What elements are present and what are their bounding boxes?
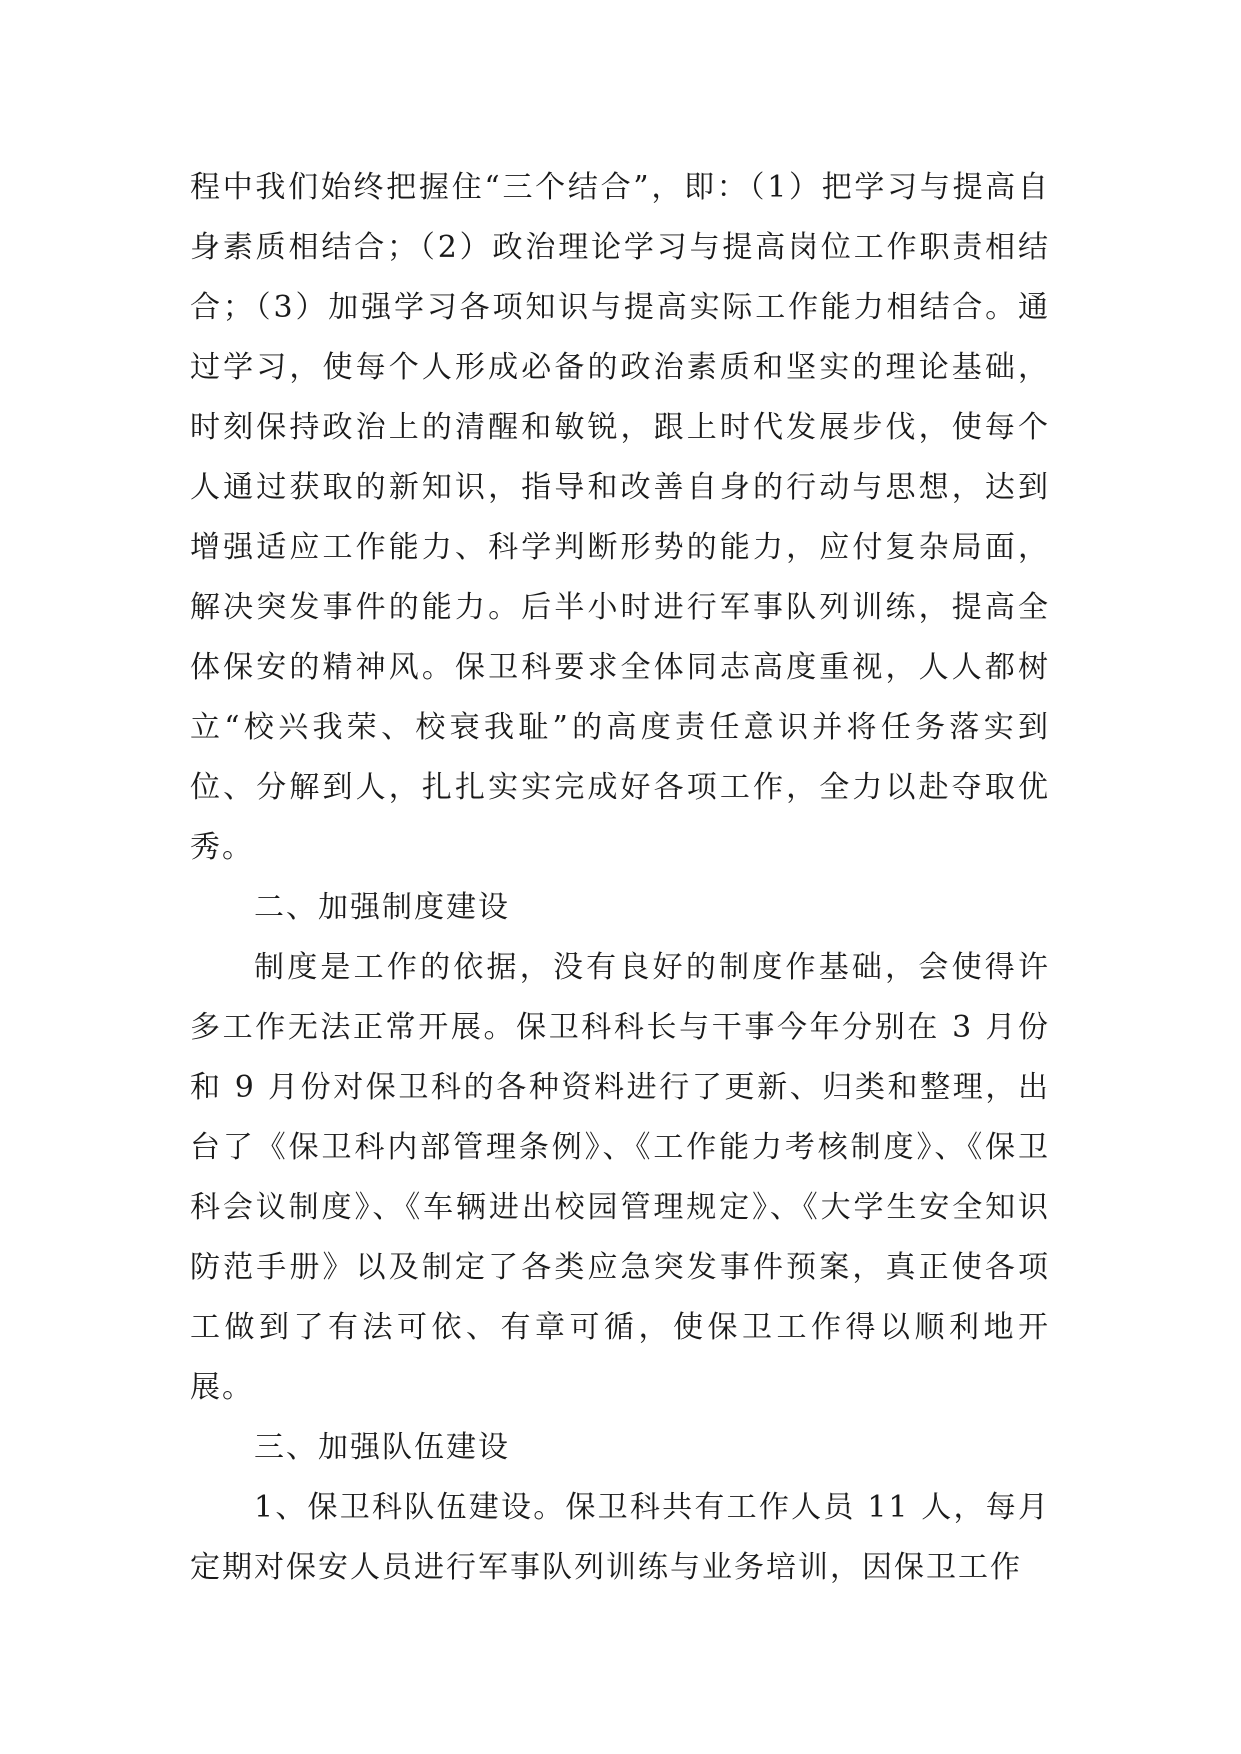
document-body bbox=[190, 158, 1050, 1598]
section-heading-team-building: 三、加强队伍建设 bbox=[254, 1430, 510, 1465]
paragraph-system-building: 制度是工作的依据，没有良好的制度作基础，会使得许多工作无法正常开展。保卫科科长与干事今年分别在 3 月份和 9 月份对保卫科的各种资料进行了更新、归类和整理，出台了《保卫科内部管理条例》、《工作能力考核制度》、《保卫科会议制度》、《车辆进出校园管理规定》、《大学生安全知识防范手册》以及制定了各类应急突发事件预案，真正使各项工做到了有法可依、有章可循，使保卫工作得以顺利地开展。 bbox=[190, 950, 1050, 1405]
section-heading-system-building: 二、加强制度建设 bbox=[254, 890, 510, 925]
paragraph-team-building: 1、保卫科队伍建设。保卫科共有工作人员 11 人，每月定期对保安人员进行军事队列训练与业务培训，因保卫工作 bbox=[190, 1490, 1050, 1585]
paragraph-three-combinations: 程中我们始终把握住“三个结合”，即：（1）把学习与提高自身素质相结合；（2）政治理论学习与提高岗位工作职责相结合；（3）加强学习各项知识与提高实际工作能力相结合。通过学习，使每个人形成必备的政治素质和坚实的理论基础，时刻保持政治上的清醒和敏锐，跟上时代发展步伐，使每个人通过获取的新知识，指导和改善自身的行动与思想，达到增强适应工作能力、科学判断形势的能力，应付复杂局面，解决突发事件的能力。后半小时进行军事队列训练，提高全体保安的精神风。保卫科要求全体同志高度重视，人人都树立“校兴我荣、校衰我耻”的高度责任意识并将任务落实到位、分解到人，扎扎实实完成好各项工作，全力以赴夺取优秀。 bbox=[190, 170, 1050, 865]
